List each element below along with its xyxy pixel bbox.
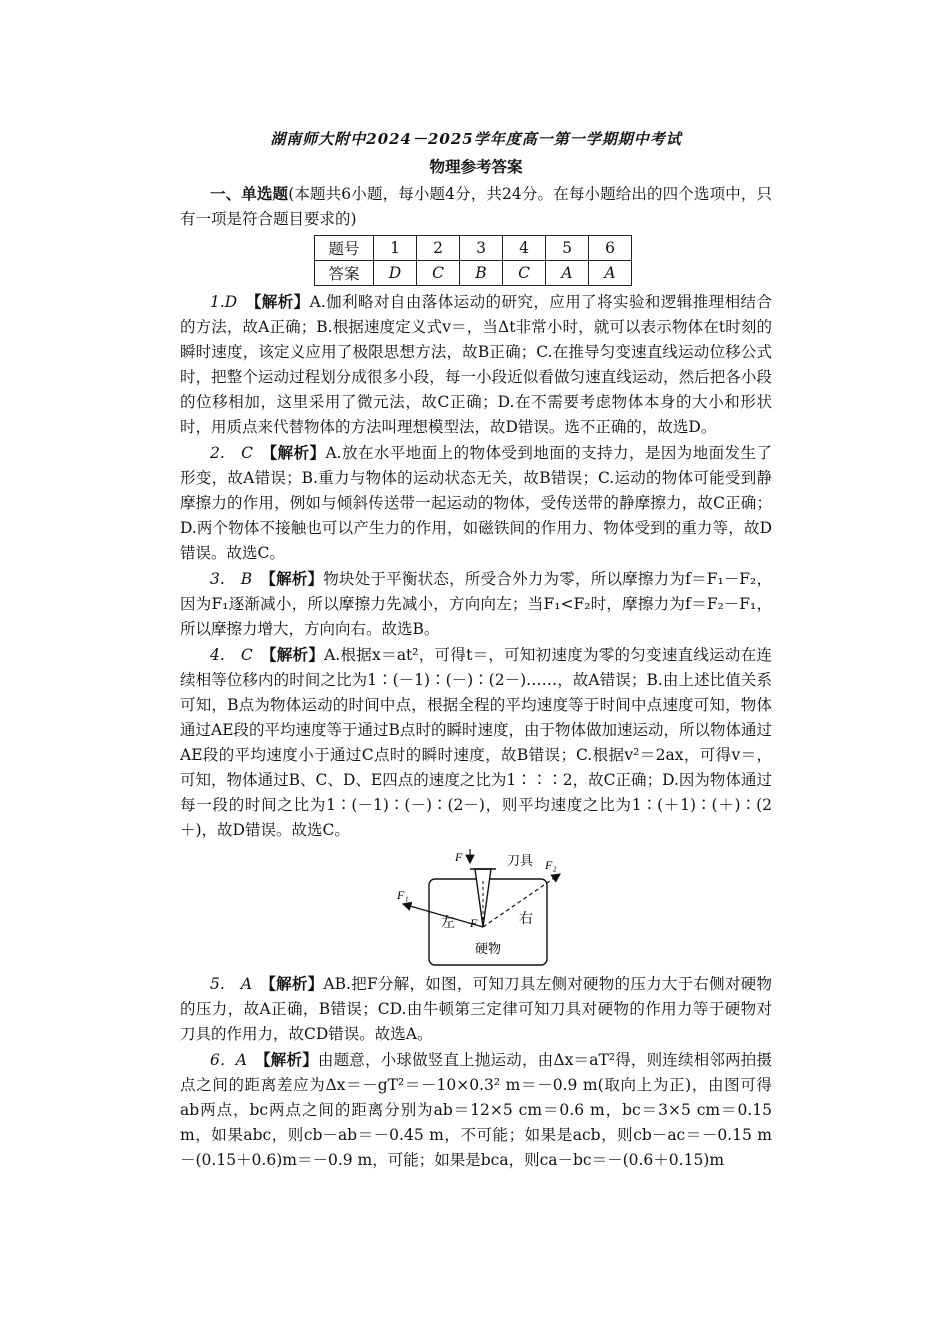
section-title: 一、单选题 <box>210 184 289 203</box>
question-number-cell: 6 <box>589 236 632 261</box>
question-number-cell: 4 <box>503 236 546 261</box>
solution-number: 3. B <box>210 570 253 588</box>
label-hard-object: 硬物 <box>475 942 502 957</box>
solution-text: AB.把F分解，如图，可知刀具左侧对硬物的压力大于右侧对硬物的压力，故A正确，B错误；CD.由牛顿第三定律可知刀具对硬物的作用力等于硬物对刀具的作用力，故CD错误。故选A。 <box>180 975 772 1043</box>
label-f1: F₁ <box>397 888 409 902</box>
analysis-tag: 【解析】 <box>268 974 324 993</box>
page-title: 湖南师大附中2024－2025学年度高一第一学期期中考试 <box>270 130 682 148</box>
answer-cell: C <box>503 261 546 286</box>
solution-text: 物块处于平衡状态，所受合外力为零，所以摩擦力为f＝F₁－F₂，因为F₁逐渐减小，所以摩擦力先减小，方向向左；当F₁<F₂时，摩擦力为f＝F₂－F₁，所以摩擦力增大，方向向右。故选B。 <box>180 570 772 638</box>
section-heading <box>180 181 772 232</box>
solution-text: A.伽利略对自由落体运动的研究，应用了将实验和逻辑推理相结合的方法，故A正确；B.根据速度定义式v＝，当Δt非常小时，就可以表示物体在t时刻的瞬时速度，该定义应用了极限思想方法，故B正确；C.在推导匀变速直线运动位移公式时，把整个运动过程划分成很多小段，每一小段近似看做匀速直线运动，然后把各小段的位移相加，这里采用了微元法，故C正确；D.在不需要考虑物体本身的大小和形状时，用质点来代替物体的方法叫理想模型法，故D错误。选不正确的，故选D。 <box>180 293 772 436</box>
solution-4 <box>180 642 772 843</box>
solution-6 <box>180 1047 772 1173</box>
solution-5 <box>180 971 772 1047</box>
label-f-top: F <box>455 850 463 864</box>
answer-cell: A <box>546 261 589 286</box>
analysis-tag: 【解析】 <box>269 443 326 462</box>
question-number-cell: 3 <box>460 236 503 261</box>
solution-number: 1.D <box>210 293 238 311</box>
question-number-cell: 1 <box>374 236 417 261</box>
question-number-cell: 2 <box>417 236 460 261</box>
label-f2: F₂ <box>545 858 557 872</box>
answer-page <box>180 128 772 1173</box>
solution-text: A.放在水平地面上的物体受到地面的支持力，是因为地面发生了形变，故A错误；B.重力与物体的运动状态无关，故B错误；C.运动的物体可能受到静摩擦力的作用，例如与倾斜传送带一起运动的物体，受传送带的静摩擦力，故C正确；D.两个物体不接触也可以产生力的作用，如磁铁间的作用力、物体受到的重力等，故D错误。故选C。 <box>180 444 772 562</box>
solution-3 <box>180 566 772 642</box>
answer-cell: D <box>374 261 417 286</box>
label-left: 左 <box>441 915 455 931</box>
solution-text: 由题意，小球做竖直上抛运动，由Δx＝aT²得，则连续相邻两拍摄点之间的距离差应为Δx＝－gT²＝－10×0.3² m＝－0.9 m(取向上为正)，由图可得ab两点，bc两点之间的距离分别为ab＝12×5 cm＝0.6 m，bc＝3×5 cm＝0.15 m，如果abc，则cb－ab＝－0.45 m，不可能；如果是acb，则cb－ac＝－0.15 m－(0.15＋0.6)m＝－0.9 m，可能；如果是bca，则ca－bc＝－(0.6＋0.15)m <box>180 1051 772 1169</box>
solution-number: 6．A <box>210 1051 247 1069</box>
solution-number: 5. A <box>210 975 253 993</box>
label-f-inner: F <box>470 916 478 930</box>
solution-number: 4. C <box>210 646 253 664</box>
label-tool: 刀具 <box>507 854 534 869</box>
answer-cell: B <box>460 261 503 286</box>
force-diagram-svg <box>395 849 565 969</box>
analysis-tag: 【解析】 <box>262 1050 318 1069</box>
answer-cell: A <box>589 261 632 286</box>
solution-text: A.根据x＝at²，可得t＝，可知初速度为零的匀变速直线运动在连续相等位移内的时间之比为1∶(－1)∶(－)∶(2－)……，故A错误；B.由上述比值关系可知，B点为物体运动的时间中点，根据全程的平均速度等于时间中点速度可知，物体通过AE段的平均速度等于通过B点时的瞬时速度，由于物体做加速运动，所以物体通过AE段的平均速度小于通过C点时的瞬时速度，故B错误；C.根据v²＝2ax，可得v＝，可知，物体通过B、C、D、E四点的速度之比为1∶∶∶2，故C正确；D.因为物体通过每一段的时间之比为1∶(－1)∶(－)∶(2－)，则平均速度之比为1∶(＋1)∶(＋)∶(2＋)，故D错误。故选C。 <box>180 646 772 839</box>
table-header-cell: 题号 <box>315 236 374 261</box>
table-row-answers <box>315 261 632 286</box>
answer-table <box>314 235 632 286</box>
analysis-tag: 【解析】 <box>253 292 310 311</box>
analysis-tag: 【解析】 <box>268 645 325 664</box>
knife-force-diagram <box>180 849 772 969</box>
table-row-numbers <box>315 236 632 261</box>
solution-2 <box>180 440 772 566</box>
solution-1 <box>180 289 772 440</box>
page-subtitle: 物理参考答案 <box>429 157 523 176</box>
question-number-cell: 5 <box>546 236 589 261</box>
table-header-cell: 答案 <box>315 261 374 286</box>
section-description: (本题共6小题，每小题4分，共24分。在每小题给出的四个选项中，只有一项是符合题目要求的) <box>180 185 772 228</box>
solution-number: 2. C <box>210 444 254 462</box>
label-right: 右 <box>519 911 533 927</box>
answer-cell: C <box>417 261 460 286</box>
analysis-tag: 【解析】 <box>268 569 324 588</box>
